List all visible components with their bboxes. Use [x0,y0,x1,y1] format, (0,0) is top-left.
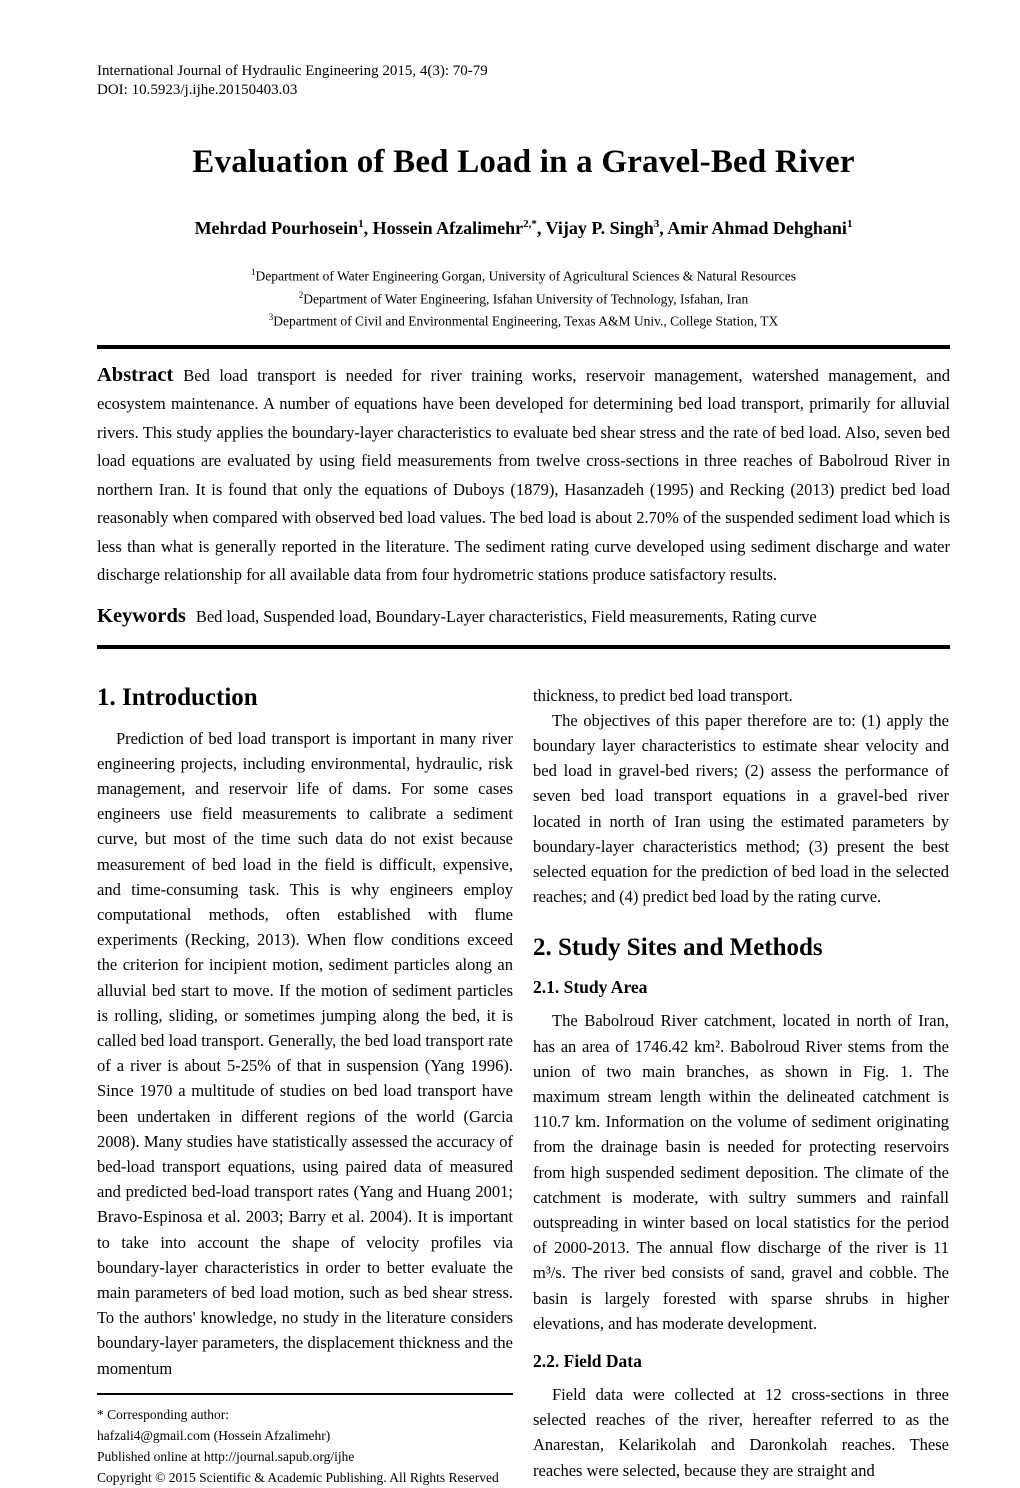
two-column-body [97,683,950,1488]
subsection-heading-field-data: 2.2. Field Data [533,1350,642,1371]
study-area-paragraph: The Babolroud River catchment, located in north of Iran, has an area of 1746.42 km². Babolroud River stems from the union of two main branches, as shown in Fig. 1. The maximum stream length within the delineated catchment is 110.7 km. Information on the volume of sediment originating from the drainage basin is needed for protecting reservoirs from high suspended sediment deposition. The climate of the catchment is moderate, with sultry summers and rainfall outspreading in winter based on local statistics for the period of 2000-2013. The annual flow discharge of the river is 11 m³/s. The river bed consists of sand, gravel and cobble. The basin is largely forested with sparse shrubs in higher elevations, and has moderate development. [533,1011,949,1333]
continuation-paragraph: thickness, to predict bed load transport. [533,685,793,705]
page-title: Evaluation of Bed Load in a Gravel-Bed River [192,144,855,180]
keywords-label: Keywords [97,604,186,627]
author-line [97,218,950,239]
abstract-section [97,361,950,590]
section-heading-study-sites: 2. Study Sites and Methods [533,934,823,962]
author-3: Vijay P. Singh$^3$, [545,218,668,238]
author-2: Hossein Afzalimehr$^{2,*}$, [372,218,546,238]
abstract-label: Abstract [97,363,174,386]
abstract-text: Bed load transport is needed for river training works, reservoir management, watershed management, and ecosystem maintenance. A number of equations have been developed for determining bed load transport, primarily for alluvial rivers. This study applies the boundary-layer characteristics to evaluate bed shear stress and the rate of bed load. Also, seven bed load equations are evaluated by using field measurements from twelve cross-sections in three reaches of Babolroud River in northern Iran. It is found that only the equations of Duboys (1879), Hasanzadeh (1995) and Recking (2013) predict bed load reasonably when compared with observed bed load values. The bed load is about 2.70% of the suspended sediment load which is less than what is generally reported in the literature. The sediment rating curve developed using sediment discharge and water discharge relationship for all available data from four hydrometric stations produce satisfactory results. [97,365,950,584]
affiliation-2: $^2$Department of Water Engineering, Isfahan University of Technology, Isfahan, Iran [298,289,749,306]
affiliation-1: $^1$Department of Water Engineering Gorgan, University of Agricultural Sciences & Natural Resources [250,267,796,284]
journal-name-line: International Journal of Hydraulic Engineering 2015, 4(3): 70-79 [97,63,488,79]
subsection-heading-study-area: 2.1. Study Area [533,977,648,998]
section-heading-introduction: 1. Introduction [97,683,258,711]
introduction-paragraph: Prediction of bed load transport is important in many river engineering projects, including environmental, hydraulic, risk management, and reservoir life of dams. For some cases engineers use field measurements to calibrate a sediment curve, but most of the time such data do not exist because measurement of bed load in the field is difficult, expensive, and time-consuming task. This is why engineers employ computational methods, often established with flume experiments (Recking, 2013). When flow conditions exceed the criterion for incipient motion, sediment particles along an alluvial bed start to move. If the motion of sediment particles is rolling, sliding, or sometimes jumping along the bed, it is called bed load transport. Generally, the bed load transport rate of a river is about 5-25% of that in suspension (Yang 1996). Since 1970 a multitude of studies on bed load transport have been undertaken in different regions of the world (Garcia 2008). Many studies have statistically assessed the accuracy of bed-load transport equations, using paired data of measured and predicted bed-load transport rates (Yang and Huang 2001; Bravo-Espinosa et al. 2003; Barry et al. 2004). It is important to take into account the shape of velocity profiles via boundary-layer characteristics in order to better evaluate the main parameters of bed load motion, such as bed shear stress. To the authors' knowledge, no study in the literature considers boundary-layer parameters, the displacement thickness and the momentum [97,728,513,1378]
keywords-text: Bed load, Suspended load, Boundary-Layer characteristics, Field measurements, Rating curve [195,606,817,626]
objectives-paragraph: The objectives of this paper therefore are to: (1) apply the boundary layer characteristics to estimate shear velocity and bed load in gravel-bed rivers; (2) assess the performance of seven bed load transport equations in a gravel-bed river located in north of Iran using the estimated parameters by boundary-layer characteristics method; (3) present the best selected equation for the prediction of bed load in the selected reaches; and (4) predict bed load by the rating curve. [533,710,949,907]
top-divider-rule [97,345,950,349]
footnote-corresponding-author: * Corresponding author: [97,1406,229,1422]
footnote-block [97,1404,513,1488]
affiliations [97,263,950,331]
affiliation-3: $^3$Department of Civil and Environmental Engineering, Texas A&M Univ., College Station, TX [268,312,779,329]
author-2-affil-sup: 2,* [523,218,537,230]
author-4: Amir Ahmad Dehghani$^1$ [667,218,853,238]
footnote-published-online: Published online at http://journal.sapub.org/ijhe [97,1448,355,1464]
doi-line: DOI: 10.5923/j.ijhe.20150403.03 [97,82,298,98]
field-data-paragraph: Field data were collected at 12 cross-sections in three selected reaches of the river, hereafter referred to as the Anarestan, Kelarikolah and Daronkolah reaches. These reaches were selected, because they are straight and [533,1384,949,1480]
footnote-separator-rule [97,1393,513,1395]
footnote-email: hafzali4@gmail.com (Hossein Afzalimehr) [97,1427,331,1443]
keywords-section [97,602,950,631]
right-column [533,683,949,1488]
author-4-affil-sup: 1 [846,218,853,230]
left-column [97,683,513,1488]
footnote-copyright: Copyright © 2015 Scientific & Academic Publishing. All Rights Reserved [97,1469,499,1485]
journal-header [97,62,950,100]
author-3-affil-sup: 3 [653,218,660,230]
author-1: Mehrdad Pourhosein$^1$, [194,218,373,238]
bottom-divider-rule [97,645,950,649]
author-1-affil-sup: 1 [358,218,364,230]
